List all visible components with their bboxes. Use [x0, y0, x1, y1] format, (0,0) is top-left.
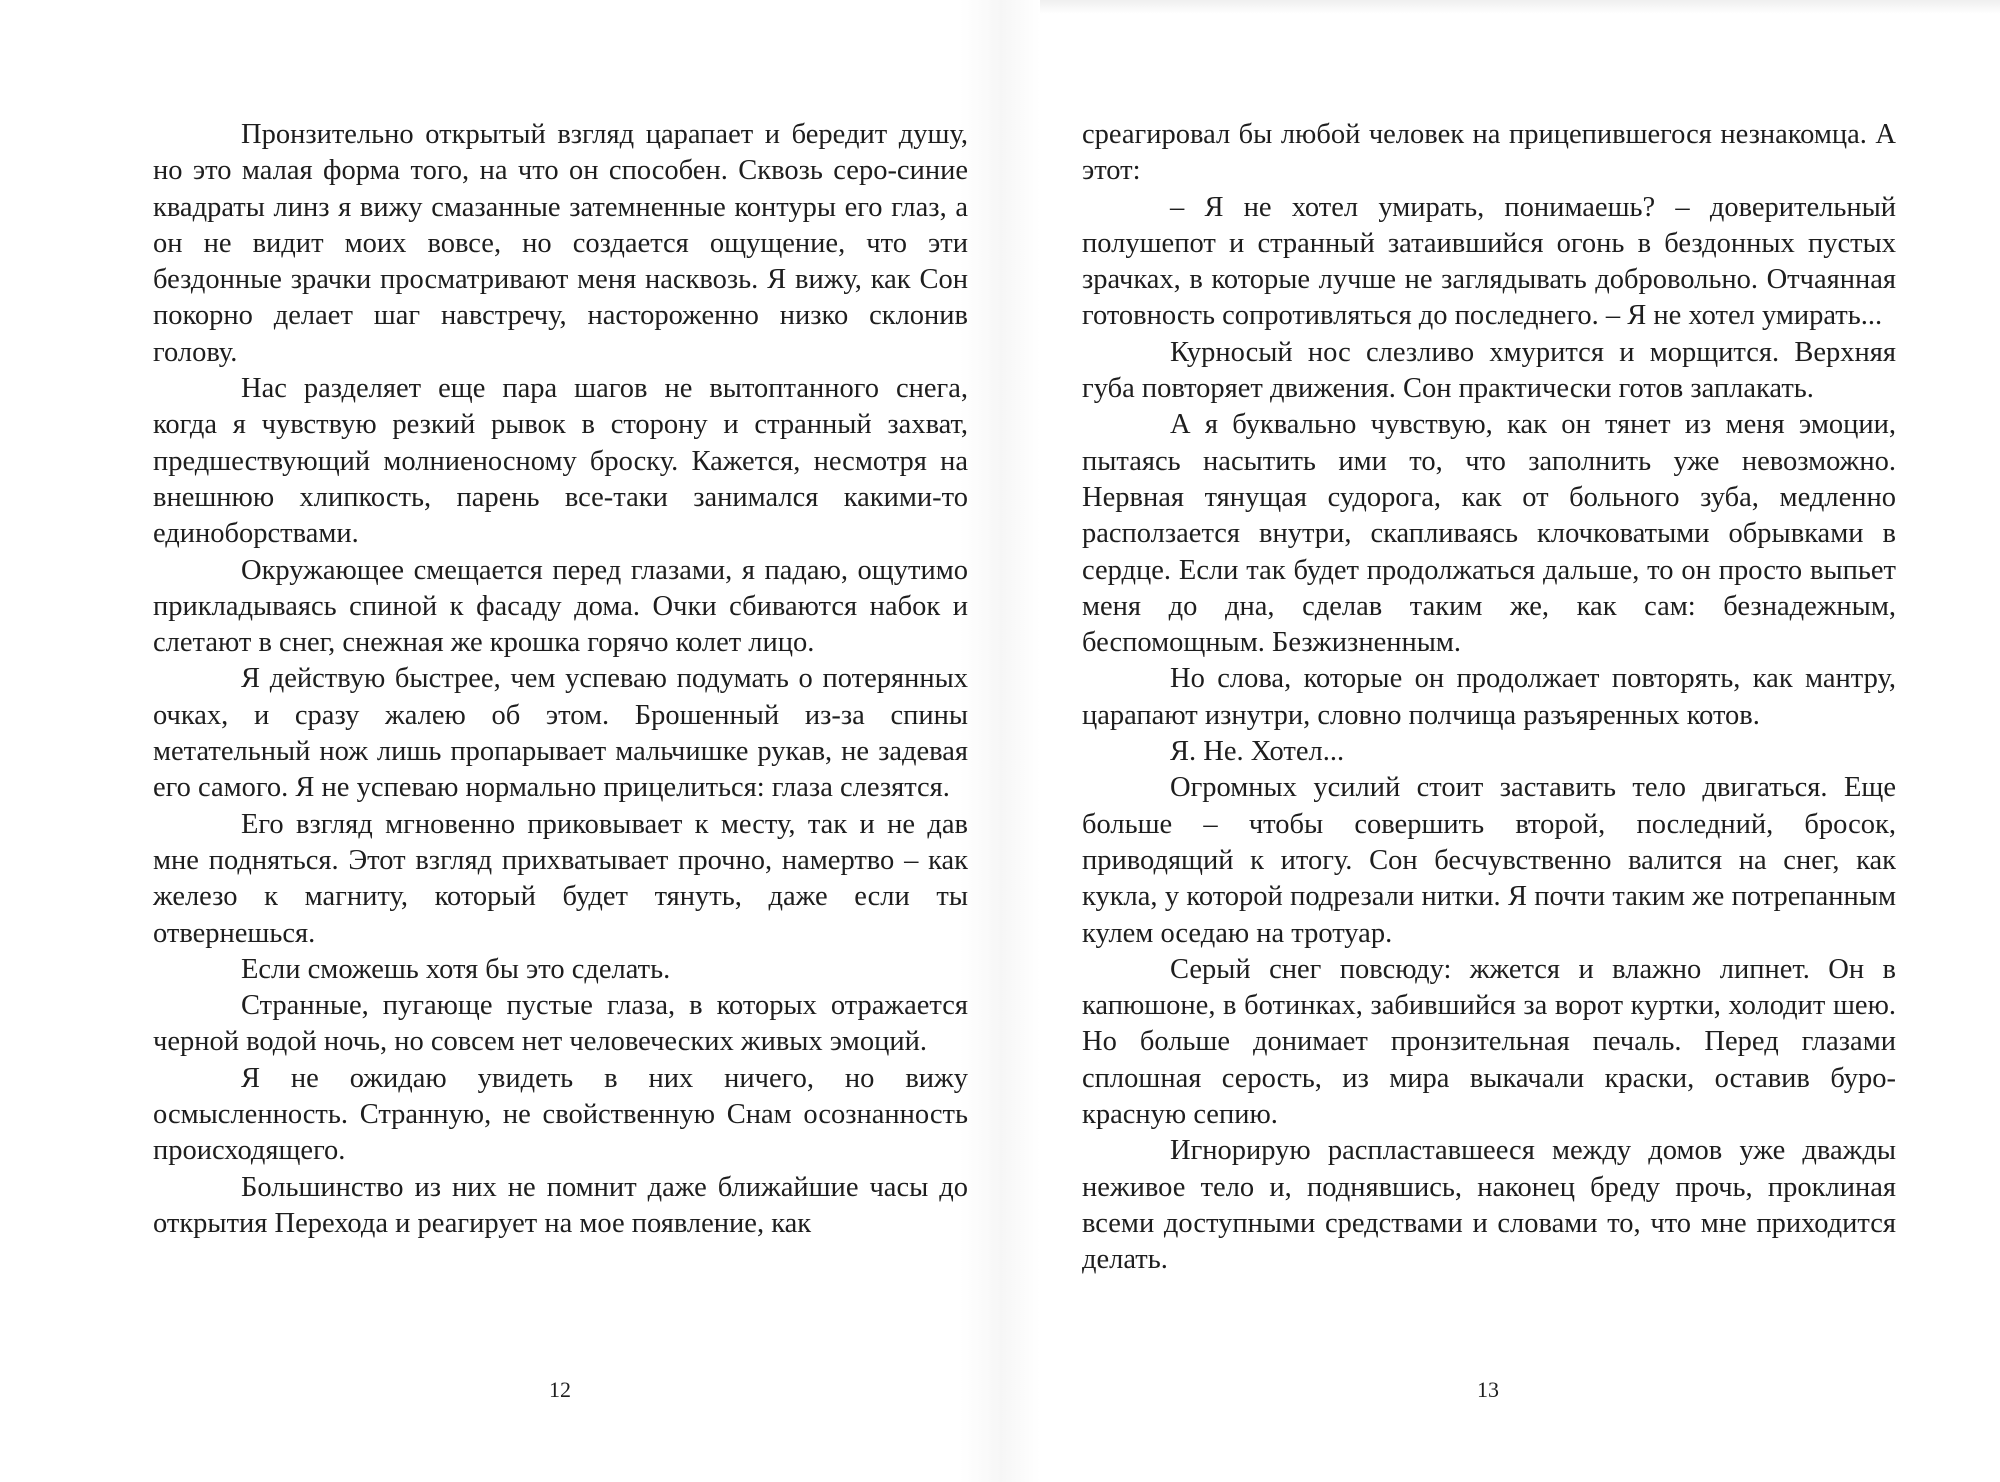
paragraph: Я действую быстрее, чем успеваю подумать о потерянных очках, и сразу жалею об этом. Брошенный из-за спины метательный нож лишь пропарывает мальчишке рукав, не задевая его самого. Я не успеваю нормально прицелиться: глаза слезятся. [153, 663, 968, 804]
paragraph: Если сможешь хотя бы это сделать. [241, 953, 671, 985]
left-page-number: 12 [549, 1377, 571, 1402]
paragraph: Большинство из них не помнит даже ближайшие часы до открытия Перехода и реагирует на мое появление, как [153, 1171, 968, 1239]
paragraph: Но слова, которые он продолжает повторять, как мантру, царапают изнутри, словно полчища разъяренных котов. [1082, 663, 1896, 731]
paragraph: Окружающее смещается перед глазами, я падаю, ощутимо прикладываясь спиной к фасаду дома. Очки сбиваются набок и слетают в снег, снежная же крошка горячо колет лицо. [153, 554, 968, 659]
continuation-paragraph: среагировал бы любой человек на прицепившегося незнакомца. А этот: [1082, 119, 1896, 187]
paragraph: Я не ожидаю увидеть в них ничего, но вижу осмысленность. Странную, не свойственную Снам осознанность происходящего. [153, 1062, 968, 1167]
paragraph: Нас разделяет еще пара шагов не вытоптанного снега, когда я чувствую резкий рывок в сторону и странный захват, предшествующий молниеносному броску. Кажется, несмотря на внешнюю хлипкость, парень все-таки занимался какими-то единоборствами. [153, 373, 968, 550]
left-page [153, 117, 968, 1242]
paragraph: – Я не хотел умирать, понимаешь? – доверительный полушепот и странный затаившийся огонь в бездонных пустых зрачках, в которые лучше не заглядывать добровольно. Отчаянная готовность сопротивляться до последнего. – Я не хотел умирать... [1082, 191, 1896, 332]
paragraph: Пронзительно открытый взгляд царапает и бередит душу, но это малая форма того, на что он способен. Сквозь серо-синие квадраты линз я вижу смазанные затемненные контуры его глаз, а он не видит моих вовсе, но создается ощущение, что эти бездонные зрачки просматривают меня насквозь. Я вижу, как Сон покорно делает шаг навстречу, настороженно низко склонив голову. [153, 119, 968, 368]
paragraph: Игнорирую распластавшееся между домов уже дважды неживое тело и, поднявшись, наконец бреду прочь, проклиная всеми доступными средствами и словами то, что мне приходится делать. [1082, 1135, 1896, 1276]
paragraph: Огромных усилий стоит заставить тело двигаться. Еще больше – чтобы совершить второй, последний, бросок, приводящий к итогу. Сон бесчувственно валится на снег, как кукла, у которой подрезали нитки. Я почти таким же потрепанным кулем оседаю на тротуар. [1082, 772, 1896, 949]
left-page-text [153, 117, 968, 1242]
paragraph: Я. Не. Хотел... [1170, 736, 1345, 768]
paragraph: Странные, пугающе пустые глаза, в которых отражается черной водой ночь, но совсем нет человеческих живых эмоций. [153, 990, 968, 1058]
page-edge-shadow [1040, 0, 2000, 14]
paragraph: А я буквально чувствую, как он тянет из меня эмоции, пытаясь насытить ими то, что заполнить уже невозможно. Нервная тянущая судорога, как от больного зуба, медленно расползается внутри, скапливаясь клочковатыми обрывками в сердце. Если так будет продолжаться дальше, то он просто выпьет меня до дна, сделав таким же, как сам: безнадежным, беспомощным. Безжизненным. [1082, 409, 1896, 659]
paragraph: Курносый нос слезливо хмурится и морщится. Верхняя губа повторяет движения. Сон практически готов заплакать. [1082, 336, 1896, 405]
right-page-number: 13 [1477, 1377, 1499, 1402]
right-page-text [1082, 117, 1896, 1279]
paragraph: Серый снег повсюду: жжется и влажно липнет. Он в капюшоне, в ботинках, забившийся за ворот куртки, холодит шею. Но больше донимает пронзительная печаль. Перед глазами сплошная серость, из мира выкачали краски, оставив буро-красную сепию. [1082, 953, 1896, 1131]
right-page [1082, 117, 1896, 1279]
paragraph: Его взгляд мгновенно приковывает к месту, так и не дав мне подняться. Этот взгляд прихватывает прочно, намертво – как железо к магниту, который будет тянуть, даже если ты отвернешься. [153, 808, 968, 949]
